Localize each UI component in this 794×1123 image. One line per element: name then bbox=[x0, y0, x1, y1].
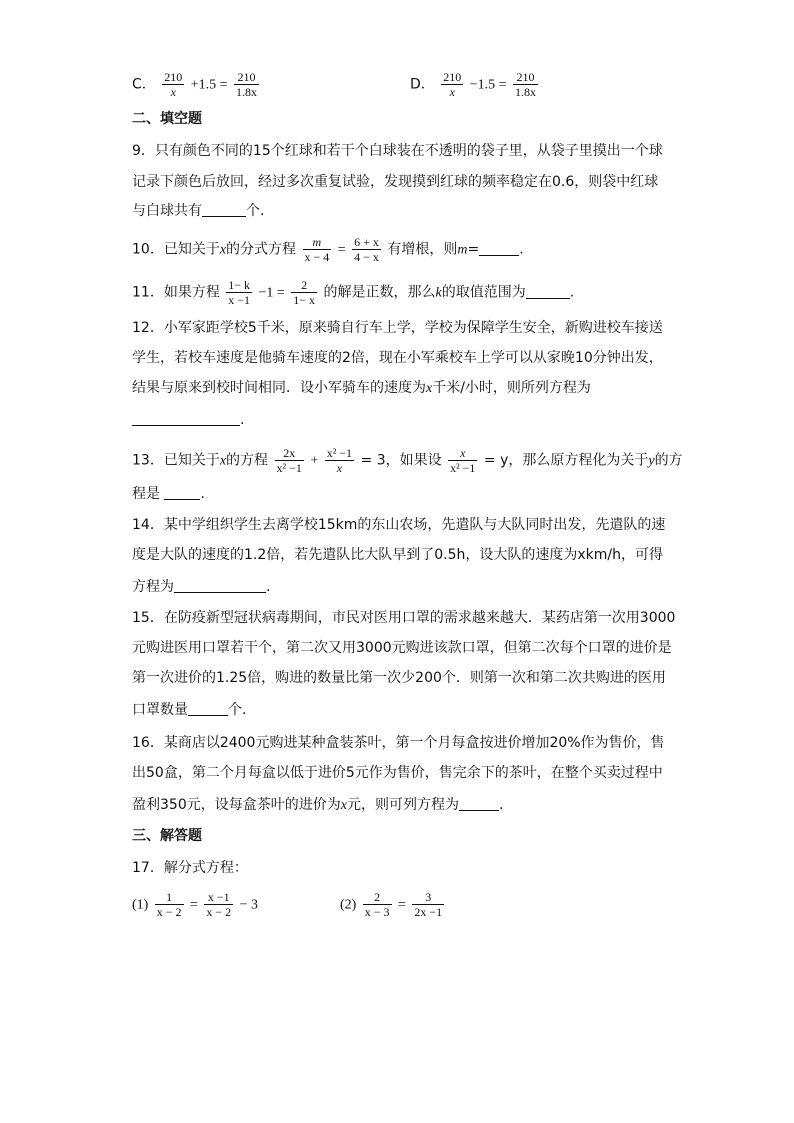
answer-blank[interactable] bbox=[188, 701, 228, 716]
answer-blank[interactable] bbox=[174, 578, 266, 593]
q16-line2: 出50盒，第二个月每盒以低于进价5元作为售价，售完余下的茶叶，在整个买卖过程中 bbox=[132, 765, 663, 781]
q15-line4: 口罩数量 个. bbox=[132, 702, 247, 718]
q14-line2: 度是大队的速度的1.2倍，若先遣队比大队早到了0.5h，设大队的速度为xkm/h，可得 bbox=[132, 547, 664, 563]
fraction: $\frac{210}{x}$ bbox=[164, 70, 183, 99]
fraction: $\frac{210}{1.8x}$ bbox=[235, 70, 257, 99]
q16-line3: 盈利350元，设每盒茶叶的进价为x元，则可列方程为 . bbox=[132, 797, 504, 813]
section-fill-heading: 二、填空题 bbox=[132, 111, 202, 127]
q12-line1: 12．小军家距学校5千米，原来骑自行车上学，学校为保障学生安全，新购进校车接送 bbox=[132, 320, 663, 336]
q10-line: 10．已知关于x的分式方程 $\frac{m}{x - 4}$ = $\frac{6 + x}{4 - x}$ 有增根，则m= . bbox=[132, 235, 524, 264]
q14-line3: 方程为 . bbox=[132, 579, 271, 595]
option-c-label: C． bbox=[132, 76, 156, 93]
fraction: $\frac{2x}{\text{x² −1}}$ bbox=[276, 446, 302, 475]
q9-line1: 9．只有颜色不同的15个红球和若干个白球装在不透明的袋子里，从袋子里摸出一个球 bbox=[132, 143, 663, 159]
q15-line1: 15．在防疫新型冠状病毒期间，市民对医用口罩的需求越来越大．某药店第一次用3000 bbox=[132, 610, 676, 626]
q15-line3: 第一次进价的1.25倍，购进的数量比第一次少200个．则第一次和第二次共购进的医用 bbox=[132, 670, 666, 686]
q12-line2: 学生，若校车速度是他骑车速度的2倍，现在小军乘校车上学可以从家晚10分钟出发， bbox=[132, 350, 663, 366]
fraction: $\frac{m}{x - 4}$ bbox=[304, 235, 330, 264]
q13-line1: 13．已知关于x的方程 $\frac{2x}{\text{x² −1}}$ + $\frac{\text{x² −1}}{x}$ = 3，如果设 $\frac{x}{\text{x² −1}}$ = y，那么原方程化为关于y的方 bbox=[132, 446, 683, 475]
fraction: $\frac{2}{x - 3}$ bbox=[364, 890, 390, 919]
option-d[interactable]: D． $\frac{210}{x}$ −1.5 = $\frac{210}{1.8x}$ bbox=[410, 70, 536, 99]
q14-line1: 14．某中学组织学生去离学校15km的东山农场，先遣队与大队同时出发，先遣队的速 bbox=[132, 517, 666, 533]
q13-line2: 程是 . bbox=[132, 486, 205, 502]
fraction: $\frac{210}{1.8x}$ bbox=[514, 70, 536, 99]
q17-part1: (1) $\frac{1}{x - 2}$ = $\frac{x -1}{x - 2}$ − 3 bbox=[132, 890, 259, 919]
q12-line4: . bbox=[132, 410, 244, 430]
q9-line2: 记录下颜色后放回，经过多次重复试验，发现摸到红球的频率稳定在0.6，则袋中红球 bbox=[132, 174, 659, 190]
q11-line: 11．如果方程 $\frac{1- k}{x -1}$ −1 = $\frac{2}{1- x}$ 的解是正数，那么k的取值范围为 . bbox=[132, 278, 575, 307]
q15-line2: 元购进医用口罩若干个，第二次又用3000元购进该款口罩，但第二次每个口罩的进价是 bbox=[132, 640, 672, 656]
answer-blank[interactable] bbox=[526, 284, 570, 299]
q17-title: 17．解分式方程： bbox=[132, 860, 248, 876]
fraction: $\frac{x -1}{x - 2}$ bbox=[206, 890, 232, 919]
answer-blank[interactable] bbox=[132, 411, 240, 426]
option-d-label: D． bbox=[410, 76, 435, 93]
fraction: $\frac{6 + x}{4 - x}$ bbox=[354, 235, 379, 264]
answer-blank[interactable] bbox=[479, 241, 519, 256]
option-c[interactable]: C． $\frac{210}{x}$ +1.5 = $\frac{210}{1.8x}$ bbox=[132, 70, 257, 99]
q16-line1: 16．某商店以2400元购进某种盒装茶叶，第一个月每盒按进价增加20%作为售价，售 bbox=[132, 735, 665, 751]
answer-blank[interactable] bbox=[202, 202, 246, 217]
q17-part2: (2) $\frac{2}{x - 3}$ = $\frac{3}{2x -1}$ bbox=[340, 890, 443, 919]
fraction: $\frac{210}{x}$ bbox=[443, 70, 462, 99]
fraction: $\frac{1- k}{x -1}$ bbox=[228, 278, 251, 307]
q9-line3: 与白球共有 个. bbox=[132, 203, 265, 219]
fraction: $\frac{x}{\text{x² −1}}$ bbox=[450, 446, 476, 475]
fraction: $\frac{2}{1- x}$ bbox=[293, 278, 316, 307]
fraction: $\frac{1}{x - 2}$ bbox=[156, 890, 182, 919]
answer-blank[interactable] bbox=[164, 485, 200, 500]
answer-blank[interactable] bbox=[459, 796, 499, 811]
q12-line3: 结果与原来到校时间相同．设小军骑车的速度为x千米/小时，则所列方程为 bbox=[132, 380, 591, 396]
fraction: $\frac{3}{2x -1}$ bbox=[414, 890, 443, 919]
section-solve-heading: 三、解答题 bbox=[132, 828, 202, 844]
fraction: $\frac{\text{x² −1}}{x}$ bbox=[326, 446, 353, 475]
